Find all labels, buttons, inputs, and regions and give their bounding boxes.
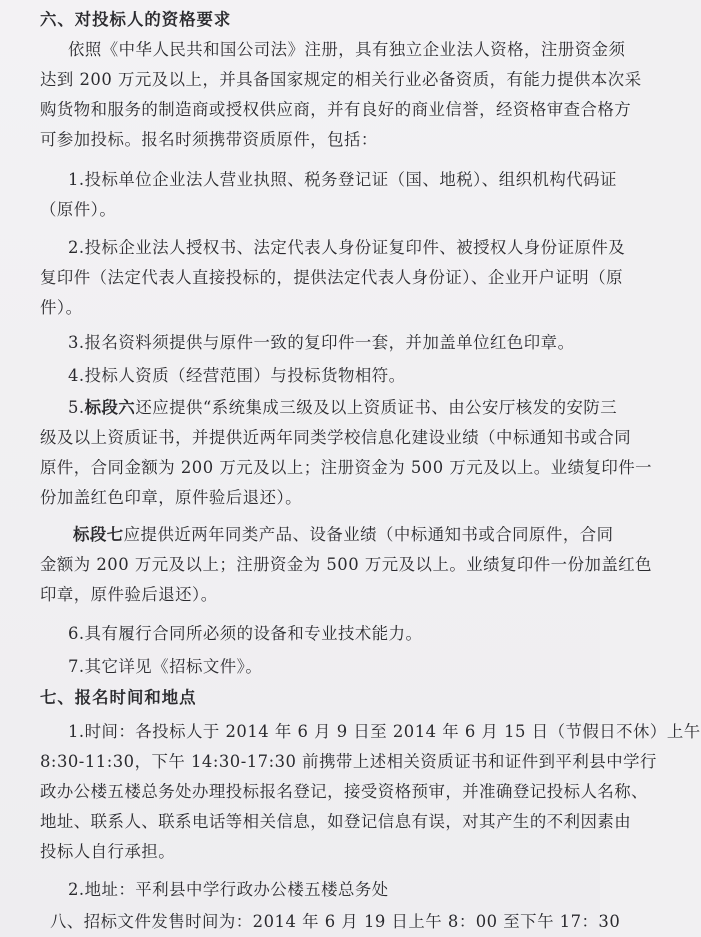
- section-six-intro-line: 购货物和服务的制造商或授权供应商，并有良好的商业信誉，经资格审查合格方: [40, 100, 632, 119]
- requirement-item-7: 7.其它详见《招标文件》。: [68, 657, 263, 676]
- requirement-item-3: 3.报名资料须提供与原件一致的复印件一套，并加盖单位红色印章。: [68, 333, 575, 352]
- requirement-item-2-cont: 复印件（法定代表人直接投标的，提供法定代表人身份证）、企业开户证明（原: [40, 268, 623, 287]
- requirement-item-1: 1.投标单位企业法人营业执照、税务登记证（国、地税）、组织机构代码证: [68, 170, 617, 189]
- item-5-text: 还应提供“系统集成三级及以上资质证书、由公安厅核发的安防三: [135, 398, 618, 417]
- requirement-item-4: 4.投标人资质（经营范围）与投标货物相符。: [68, 366, 406, 385]
- section-six-intro-line: 依照《中华人民共和国公司法》注册，具有独立企业法人资格，注册资金须: [68, 40, 626, 59]
- registration-time: 1.时间：各投标人于 2014 年 6 月 9 日至 2014 年 6 月 15 日（节假日不休）上午: [68, 722, 701, 741]
- lot-six-label: 标段六: [84, 398, 136, 417]
- lot-seven-requirement-cont: 印章，原件验后退还）。: [40, 585, 218, 604]
- registration-place: 2.地址：平利县中学行政办公楼五楼总务处: [68, 880, 389, 899]
- section-six-intro-line: 达到 200 万元及以上，并具备国家规定的相关行业必备资质，有能力提供本次采: [40, 70, 642, 89]
- registration-time-cont: 地址、联系人、联系电话等相关信息，如登记信息有误，对其产生的不利因素由: [40, 812, 632, 831]
- requirement-item-2: 2.投标企业法人授权书、法定代表人身份证复印件、被授权人身份证原件及: [68, 238, 626, 257]
- requirement-item-2-cont: 件）。: [40, 298, 83, 317]
- lot-seven-text: 应提供近两年同类产品、设备业绩（中标通知书或合同原件，合同: [123, 525, 614, 544]
- requirement-item-5-cont: 份加盖红色印章，原件验后退还）。: [40, 488, 303, 507]
- lot-seven-label: 标段七: [73, 525, 124, 544]
- section-seven-heading: 七、报名时间和地点: [40, 688, 197, 707]
- requirement-item-6: 6.具有履行合同所必须的设备和专业技术能力。: [68, 624, 423, 643]
- section-six-heading: 六、对投标人的资格要求: [40, 10, 232, 29]
- lot-seven-requirement: [73, 525, 614, 545]
- requirement-item-5: [68, 398, 617, 418]
- registration-time-cont: 政办公楼五楼总务处办理投标报名登记，接受资格预审，并准确登记投标人名称、: [40, 782, 649, 801]
- requirement-item-5-cont: 级及以上资质证书，并提供近两年同类学校信息化建设业绩（中标通知书或合同: [40, 428, 632, 447]
- section-six-intro-line: 可参加投标。报名时须携带资质原件，包括：: [40, 130, 378, 149]
- section-eight-line: 八、招标文件发售时间为：2014 年 6 月 19 日上午 8：00 至下午 17：30: [50, 912, 621, 931]
- requirement-item-5-cont: 原件，合同金额为 200 万元及以上；注册资金为 500 万元及以上。业绩复印件一: [40, 458, 653, 477]
- item-5-number: 5.: [68, 398, 85, 417]
- lot-seven-requirement-cont: 金额为 200 万元及以上；注册资金为 500 万元及以上。业绩复印件一份加盖红色: [40, 555, 653, 574]
- requirement-item-1-cont: （原件）。: [40, 200, 117, 219]
- registration-time-cont: 投标人自行承担。: [40, 842, 176, 861]
- registration-time-cont: 8:30-11:30，下午 14:30-17:30 前携带上述相关资质证书和证件到平利县中学行: [40, 752, 657, 771]
